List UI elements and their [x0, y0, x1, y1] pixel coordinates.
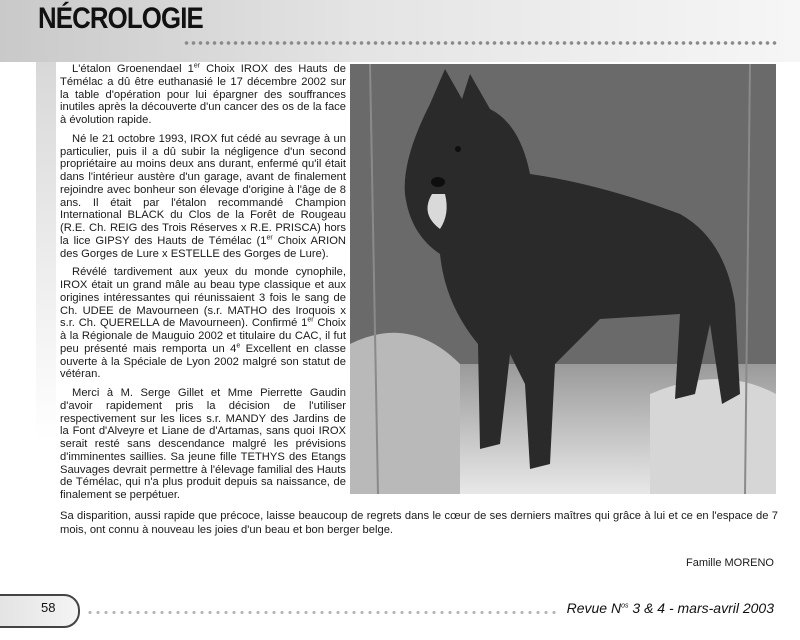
page-number: 58	[41, 600, 56, 615]
article-paragraph-1: L'étalon Groenendael 1er Choix IROX des Hauts de Témélac a dû être euthanasié le 17 décembre 2002 sur la table d'opération pour lui épargner des souffrances inutiles après la découverte d'un cancer des os de la face à évolution rapide.	[60, 62, 347, 126]
page-number-tab	[0, 594, 80, 628]
signature: Famille MORENO	[685, 557, 774, 569]
issue-line: Revue $N^{os}$ 3 & 4 - mars-avril 2003	[566, 600, 774, 616]
article-paragraph-2: Né le 21 octobre 1993, IROX fut cédé au sevrage à un particulier, puis il a dû subir la négligence d'un second propriétaire au moins deux ans durant, enfermé qu'il était dans l'intérieur austère d'un garage, avant de finalement rejoindre avec bonheur son élevage d'origine à l'âge de 8 ans. Il était par l'étalon recommandé Champion International BLACK du Clos de la Forêt de Rougeau (R.E. Ch. REIG des Trois Réserves x R.E. PRISCA) hors la lice GIPSY des Hauts de Témélac (1er Choix ARION des Gorges de Lure x ESTELLE des Gorges de Lure).	[60, 132, 346, 260]
page-title: NÉCROLOGIE	[38, 2, 203, 35]
dog-photo	[350, 64, 776, 494]
article-body	[60, 63, 346, 508]
article-paragraph-3: Révélé tardivement aux yeux du monde cynophile, IROX était un grand mâle au beau type classique et aux origines intéressantes qui réunissaient 3 fois le sang de Ch. UDEE de Mavourneen (s.r. MATHO des Iroquois x s.r. Ch. QUERELLA de Mavourneen). Confirmé 1er Choix à la Régionale de Mauguio 2002 et titulaire du CAC, il fut peu présenté mais remporta un 4e Excellent en classe ouverte à la Spéciale de Lyon 2002 malgré son statut de vétéran.	[60, 266, 346, 381]
closing-paragraph: Sa disparition, aussi rapide que précoce, laisse beaucoup de regrets dans le cœur de ses derniers maîtres qui grâce à lui et ce en l'espace de 7 mois, ont connu à nouveau les joies d'un beau et bon berger belge.	[60, 510, 778, 536]
footer-dotted-rule	[86, 610, 556, 615]
title-dotted-rule	[183, 40, 778, 46]
left-margin-shade	[36, 62, 56, 442]
dog-silhouette-image	[350, 64, 776, 494]
article-paragraph-4: Merci à M. Serge Gillet et Mme Pierrette Gaudin d'avoir rapidement pris la décision de l'utiliser respectivement sur les lices s.r. MANDY des Jardins de la Font d'Alveyre et Liane de d'Artamas, sans quoi IROX serait resté sans descendance malgré les prévisions d'imminentes saillies. Sa jeune fille TETHYS des Etangs Sauvages devrait permettre à l'élevage familial des Hauts de Témélac, qui n'a plus produit depuis sa naissance, de finalement se perpétuer.	[60, 387, 346, 501]
